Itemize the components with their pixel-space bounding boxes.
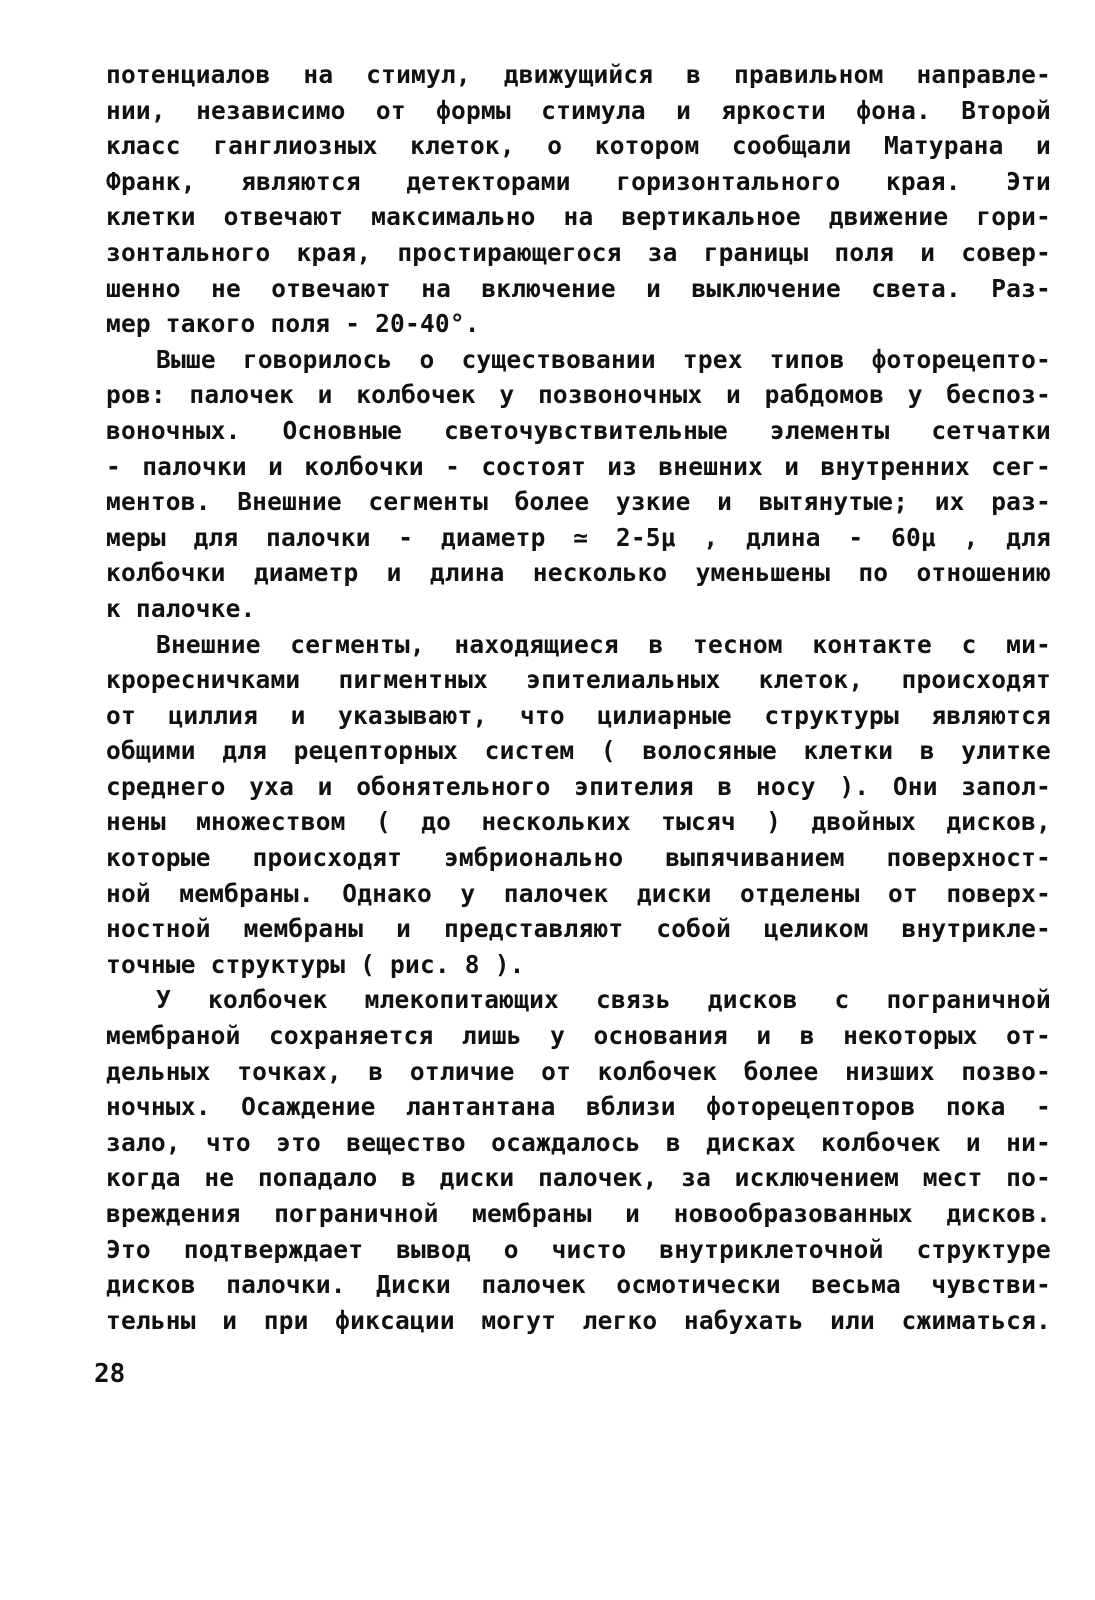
text-line: ночных. Осаждение лантантана вблизи фоторецепторов пока - bbox=[106, 1092, 1051, 1122]
paragraph-1 bbox=[106, 57, 1051, 342]
text-line: зало, что это вещество осаждалось в дисках колбочек и ни- bbox=[106, 1127, 1051, 1157]
paragraph-2 bbox=[106, 342, 1051, 627]
text-line: шенно не отвечают на включение и выключение света. Раз- bbox=[106, 273, 1051, 303]
page-number: 28 bbox=[94, 1359, 126, 1389]
text-line: ров: палочек и колбочек у позвоночных и рабдомов у беспоз- bbox=[106, 380, 1051, 410]
text-line: колбочки диаметр и длина несколько уменьшены по отношению bbox=[106, 558, 1051, 588]
text-line: ностной мембраны и представляют собой целиком внутрикле- bbox=[106, 914, 1051, 944]
paragraph-4 bbox=[106, 982, 1051, 1338]
text-line: когда не попадало в диски палочек, за исключением мест по- bbox=[106, 1163, 1051, 1193]
text-line: точные структуры ( рис. 8 ). bbox=[106, 949, 525, 979]
text-line: Франк, являются детекторами горизонтального края. Эти bbox=[106, 166, 1051, 196]
text-line: к палочке. bbox=[106, 593, 256, 623]
text-line: от циллия и указывают, что цилиарные структуры являются bbox=[106, 700, 1051, 730]
text-line: меры для палочки - диаметр ≃ 2-5μ , длина - 60μ , для bbox=[106, 522, 1051, 552]
text-line: нены множеством ( до нескольких тысяч ) двойных дисков, bbox=[106, 807, 1051, 837]
text-line: общими для рецепторных систем ( волосяные клетки в улитке bbox=[106, 736, 1051, 766]
text-line: Это подтверждает вывод о чисто внутриклеточной структуре bbox=[106, 1234, 1051, 1264]
text-line: среднего уха и обонятельного эпителия в носу ). Они запол- bbox=[106, 771, 1051, 801]
text-line: которые происходят эмбрионально выпячиванием поверхност- bbox=[106, 843, 1051, 873]
text-line: дисков палочки. Диски палочек осмотически весьма чувстви- bbox=[106, 1270, 1051, 1300]
text-line: зонтального края, простирающегося за границы поля и совер- bbox=[106, 237, 1051, 267]
text-line: - палочки и колбочки - состоят из внешних и внутренних сег- bbox=[106, 451, 1051, 481]
text-line: класс ганглиозных клеток, о котором сообщали Матурана и bbox=[106, 131, 1051, 161]
text-line: мембраной сохраняется лишь у основания и в некоторых от- bbox=[106, 1021, 1051, 1051]
text-line: Внешние сегменты, находящиеся в тесном контакте с ми- bbox=[156, 629, 1051, 659]
text-line: дельных точках, в отличие от колбочек более низших позво- bbox=[106, 1056, 1051, 1086]
text-line: ной мембраны. Однако у палочек диски отделены от поверх- bbox=[106, 878, 1051, 908]
paragraph-3 bbox=[106, 627, 1051, 983]
text-line: кроресничками пигментных эпителиальных клеток, происходят bbox=[106, 665, 1051, 695]
text-line: ментов. Внешние сегменты более узкие и вытянутые; их раз- bbox=[106, 487, 1051, 517]
text-line: тельны и при фиксации могут легко набухать или сжиматься. bbox=[106, 1305, 1051, 1335]
text-line: У колбочек млекопитающих связь дисков с пограничной bbox=[156, 985, 1051, 1015]
text-line: клетки отвечают максимально на вертикальное движение гори- bbox=[106, 202, 1051, 232]
text-line: воночных. Основные светочувствительные элементы сетчатки bbox=[106, 415, 1051, 445]
text-line: Выше говорилось о существовании трех типов фоторецепто- bbox=[156, 344, 1051, 374]
text-line: мер такого поля - 20-40°. bbox=[106, 309, 480, 339]
text-line: нии, независимо от формы стимула и яркости фона. Второй bbox=[106, 95, 1051, 125]
text-line: потенциалов на стимул, движущийся в правильном направле- bbox=[106, 60, 1051, 89]
text-line: вреждения пограничной мембраны и новообразованных дисков. bbox=[106, 1199, 1051, 1228]
body-text bbox=[106, 57, 1051, 1338]
